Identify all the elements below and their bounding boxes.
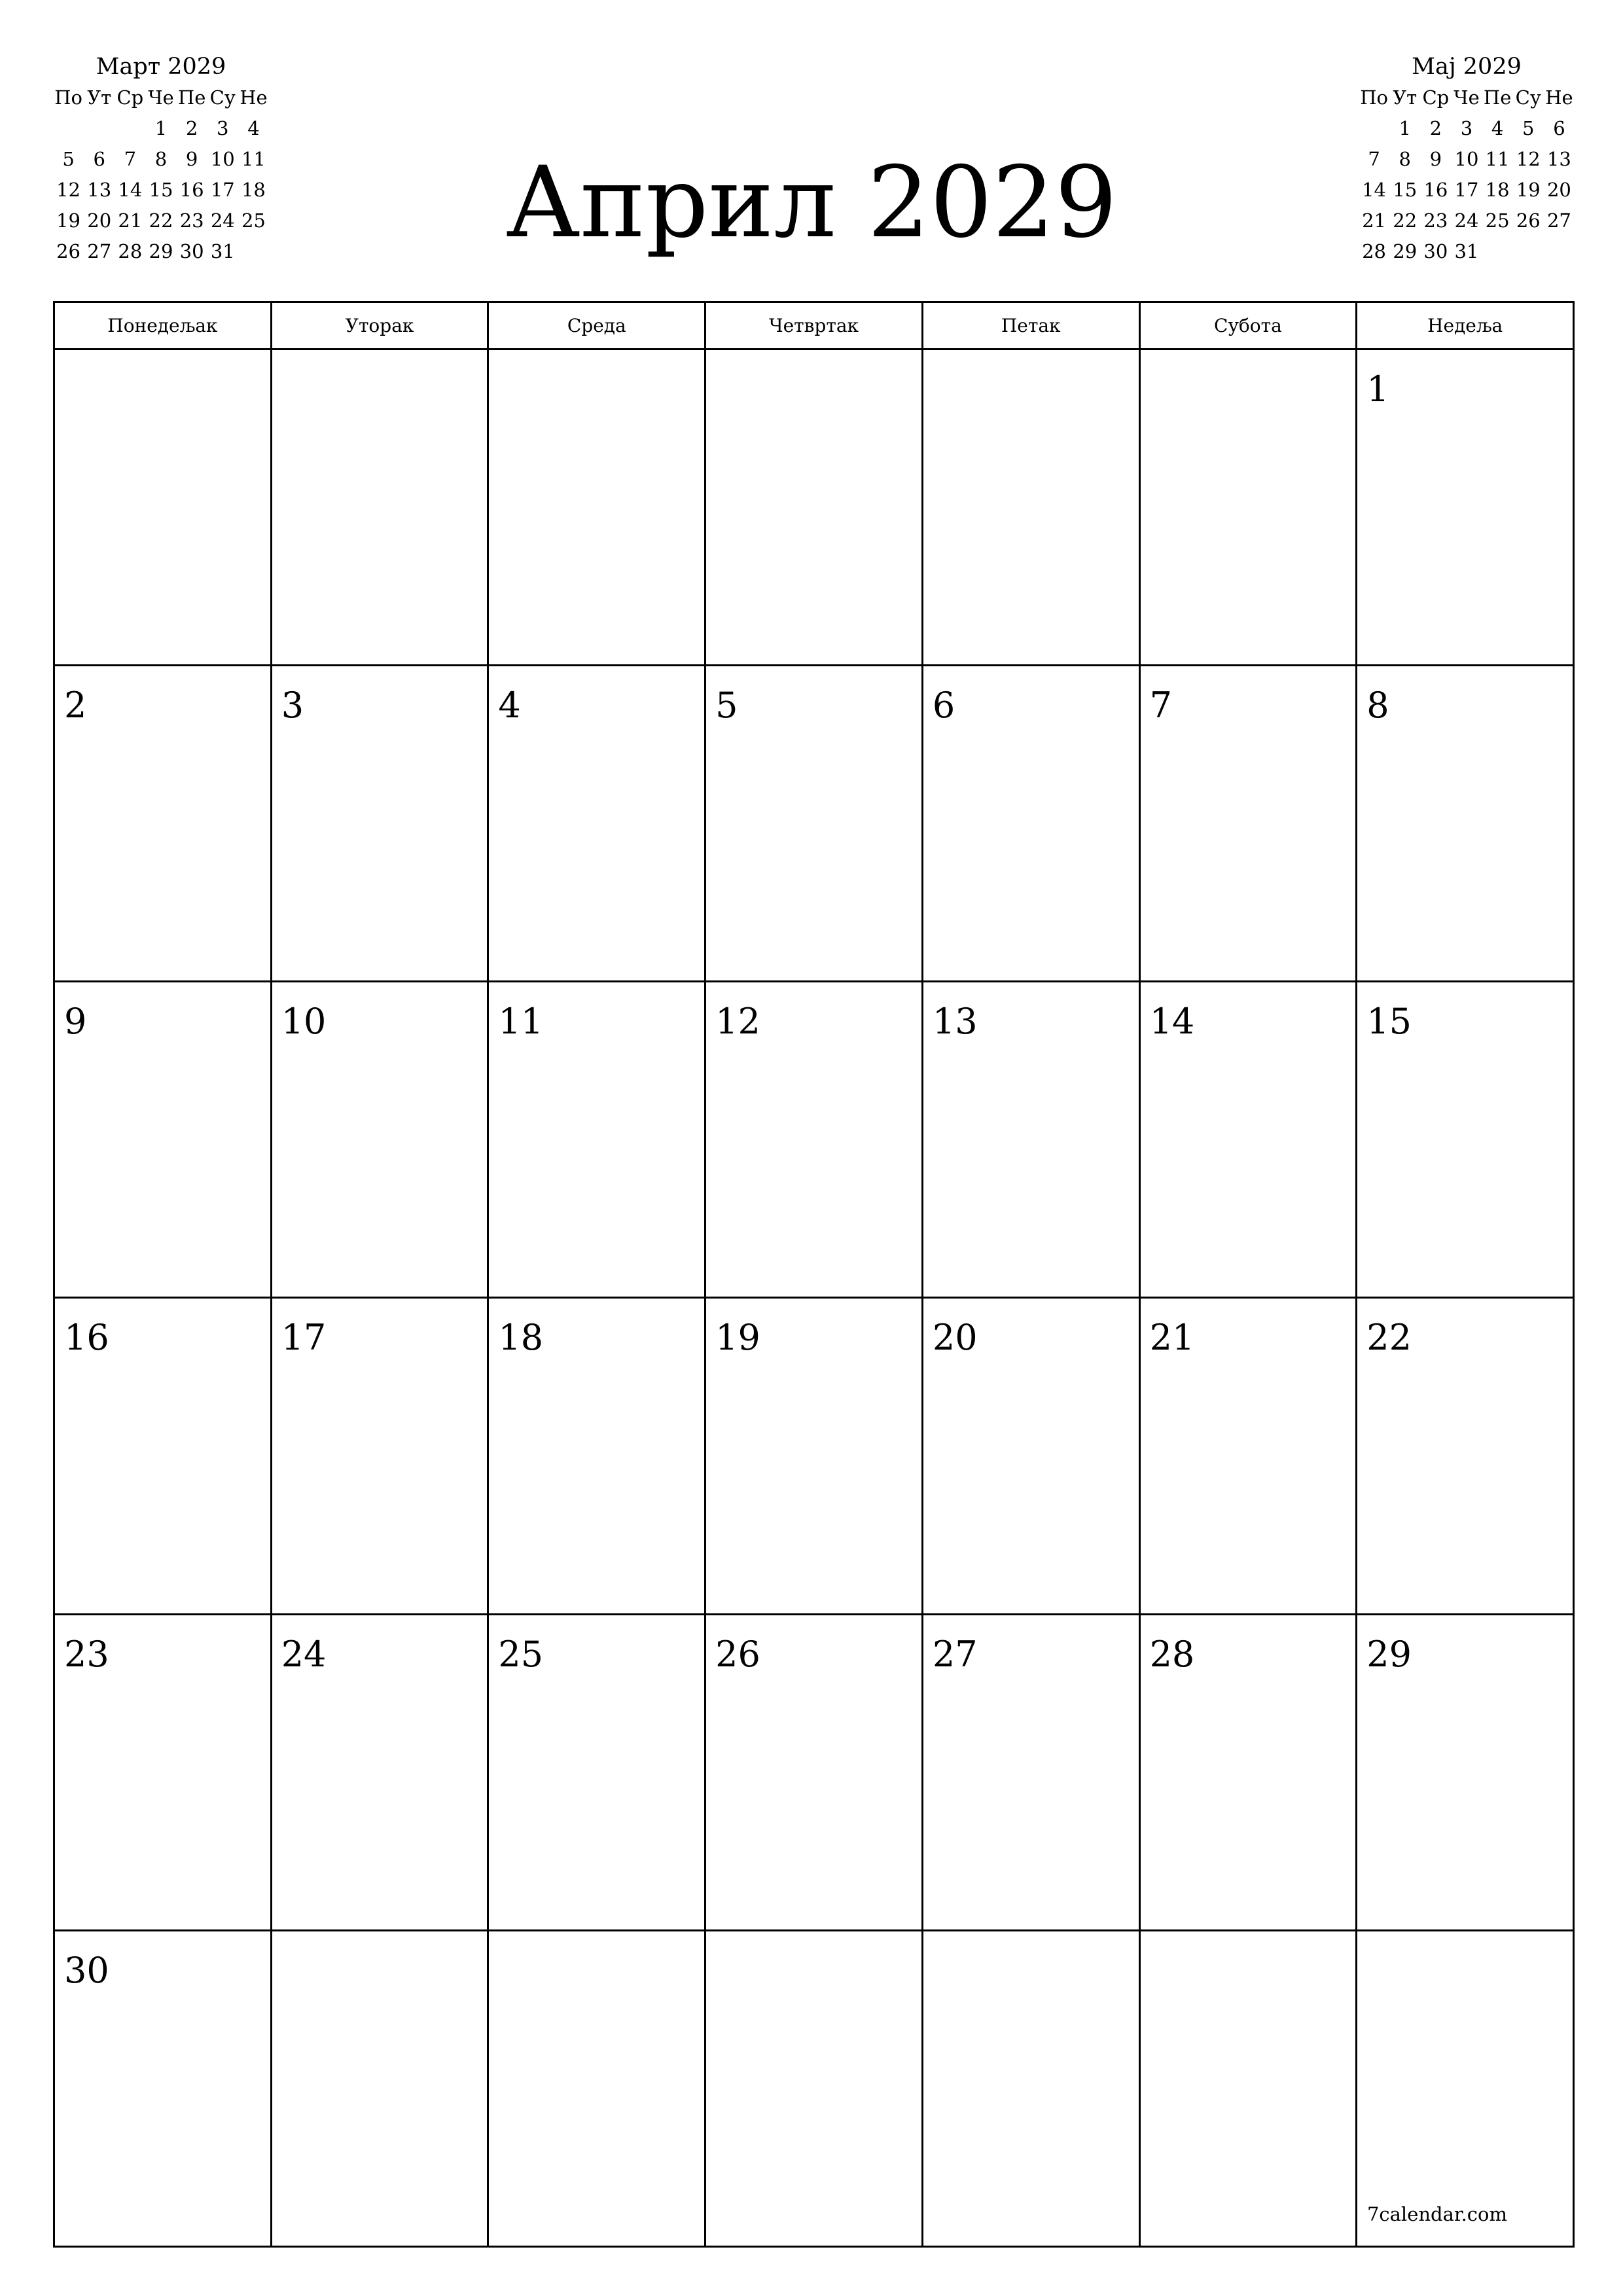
mini-day: 8 — [154, 148, 168, 170]
weekday-header: Петак — [923, 303, 1141, 350]
mini-day: 16 — [1423, 179, 1448, 201]
mini-day: 31 — [210, 240, 235, 262]
mini-day: 12 — [1516, 148, 1541, 170]
mini-weekday-label: Ут — [87, 86, 112, 109]
mini-day: 24 — [210, 209, 235, 232]
day-number: 20 — [932, 1317, 978, 1359]
mini-day: 11 — [241, 148, 266, 170]
weekday-header: Уторак — [272, 303, 490, 350]
day-cell — [272, 982, 490, 1299]
mini-weekday-label: Су — [1515, 86, 1541, 109]
day-cell — [923, 1299, 1141, 1615]
empty-day-cell — [923, 350, 1141, 666]
mini-day: 28 — [1362, 240, 1387, 262]
mini-day: 16 — [179, 179, 204, 201]
day-number: 19 — [715, 1317, 760, 1359]
mini-day: 26 — [1516, 209, 1541, 232]
mini-calendar-grid — [53, 82, 269, 267]
empty-day-cell — [272, 1931, 490, 2248]
mini-day: 13 — [1546, 148, 1571, 170]
mini-day: 29 — [149, 240, 173, 262]
empty-day-cell — [1357, 1931, 1575, 2248]
mini-day: 20 — [1546, 179, 1571, 201]
mini-day: 19 — [56, 209, 81, 232]
day-number: 8 — [1366, 685, 1389, 726]
mini-day: 30 — [1423, 240, 1448, 262]
site-credit: 7calendar.com — [1366, 2202, 1507, 2225]
day-cell — [923, 982, 1141, 1299]
day-number: 29 — [1366, 1633, 1412, 1675]
mini-day: 27 — [1546, 209, 1571, 232]
mini-day: 7 — [124, 148, 137, 170]
day-number: 4 — [498, 685, 521, 726]
day-number: 27 — [932, 1633, 978, 1675]
day-number: 16 — [64, 1317, 109, 1359]
day-cell — [706, 982, 923, 1299]
mini-day: 20 — [87, 209, 112, 232]
day-cell — [272, 666, 490, 982]
mini-day: 14 — [1362, 179, 1387, 201]
empty-day-cell — [1141, 1931, 1358, 2248]
day-cell — [272, 1615, 490, 1931]
mini-day: 29 — [1393, 240, 1418, 262]
empty-day-cell — [923, 1931, 1141, 2248]
mini-day: 22 — [1393, 209, 1418, 232]
day-cell — [1141, 666, 1358, 982]
mini-weekday-label: Ср — [1422, 86, 1450, 109]
mini-weekday-label: Не — [1545, 86, 1573, 109]
day-number: 23 — [64, 1633, 109, 1675]
mini-day: 24 — [1454, 209, 1479, 232]
mini-day: 3 — [1460, 117, 1473, 139]
mini-day: 10 — [1454, 148, 1479, 170]
empty-day-cell — [55, 350, 272, 666]
mini-day: 5 — [1522, 117, 1535, 139]
day-cell — [489, 666, 706, 982]
weekday-header: Понедељак — [55, 303, 272, 350]
mini-weekday-label: По — [54, 86, 82, 109]
day-number: 30 — [64, 1949, 109, 1991]
day-number: 28 — [1149, 1633, 1195, 1675]
mini-day: 25 — [241, 209, 266, 232]
day-number: 5 — [715, 685, 738, 726]
mini-day: 18 — [1485, 179, 1510, 201]
day-cell — [489, 982, 706, 1299]
weekday-header: Субота — [1141, 303, 1358, 350]
mini-day: 6 — [93, 148, 105, 170]
mini-day: 2 — [185, 117, 198, 139]
mini-empty-day — [115, 113, 145, 144]
day-number: 13 — [932, 1001, 978, 1043]
day-cell — [489, 1299, 706, 1615]
day-number: 15 — [1366, 1001, 1412, 1043]
month-grid — [53, 301, 1575, 2248]
day-number: 3 — [281, 685, 304, 726]
day-number: 14 — [1149, 1001, 1195, 1043]
mini-day: 22 — [149, 209, 173, 232]
mini-day: 4 — [247, 117, 260, 139]
empty-day-cell — [706, 1931, 923, 2248]
mini-day: 17 — [210, 179, 235, 201]
day-number: 21 — [1149, 1317, 1195, 1359]
day-cell — [55, 1615, 272, 1931]
mini-empty-day — [53, 113, 84, 144]
mini-day: 10 — [210, 148, 235, 170]
day-number: 11 — [498, 1001, 544, 1043]
mini-day: 28 — [118, 240, 143, 262]
day-number: 6 — [932, 685, 955, 726]
mini-weekday-label: Че — [148, 86, 174, 109]
mini-day: 1 — [1399, 117, 1411, 139]
mini-day: 9 — [1429, 148, 1442, 170]
mini-day: 26 — [56, 240, 81, 262]
day-number: 9 — [64, 1001, 87, 1043]
day-cell — [1141, 1299, 1358, 1615]
day-cell — [923, 1615, 1141, 1931]
mini-day: 15 — [1393, 179, 1418, 201]
day-number: 25 — [498, 1633, 544, 1675]
mini-day: 11 — [1485, 148, 1510, 170]
day-number: 7 — [1149, 685, 1172, 726]
mini-calendar-grid — [1359, 82, 1575, 267]
day-cell — [489, 1615, 706, 1931]
day-cell — [55, 666, 272, 982]
day-cell — [1141, 1615, 1358, 1931]
empty-day-cell — [706, 350, 923, 666]
mini-day: 1 — [154, 117, 168, 139]
day-cell — [1357, 982, 1575, 1299]
mini-day: 14 — [118, 179, 143, 201]
mini-weekday-label: По — [1360, 86, 1388, 109]
day-cell — [1357, 1299, 1575, 1615]
day-cell — [1141, 982, 1358, 1299]
mini-day: 17 — [1454, 179, 1479, 201]
weekday-header: Среда — [489, 303, 706, 350]
mini-day: 2 — [1429, 117, 1442, 139]
mini-weekday-label: Не — [240, 86, 268, 109]
mini-day: 3 — [217, 117, 229, 139]
day-cell — [706, 666, 923, 982]
mini-day: 7 — [1368, 148, 1380, 170]
empty-day-cell — [489, 1931, 706, 2248]
day-cell — [55, 1299, 272, 1615]
mini-day: 25 — [1485, 209, 1510, 232]
day-number: 18 — [498, 1317, 544, 1359]
mini-day: 19 — [1516, 179, 1541, 201]
mini-day: 18 — [241, 179, 266, 201]
day-number: 26 — [715, 1633, 760, 1675]
day-cell — [1357, 350, 1575, 666]
day-cell — [706, 1299, 923, 1615]
day-cell — [55, 1931, 272, 2248]
day-cell — [1357, 666, 1575, 982]
mini-day: 21 — [118, 209, 143, 232]
mini-day: 27 — [87, 240, 112, 262]
mini-weekday-label: Ср — [116, 86, 144, 109]
page-title: Април 2029 — [505, 146, 1118, 260]
day-number: 12 — [715, 1001, 760, 1043]
day-cell — [272, 1299, 490, 1615]
empty-day-cell — [272, 350, 490, 666]
mini-day: 15 — [149, 179, 173, 201]
day-number: 10 — [281, 1001, 327, 1043]
mini-day: 4 — [1491, 117, 1504, 139]
mini-day: 21 — [1362, 209, 1387, 232]
mini-calendar-next-month — [1359, 51, 1575, 267]
mini-day: 31 — [1454, 240, 1479, 262]
day-number: 2 — [64, 685, 87, 726]
mini-empty-day — [84, 113, 115, 144]
mini-weekday-label: Ут — [1393, 86, 1418, 109]
mini-day: 12 — [56, 179, 81, 201]
mini-calendar-title: Мај 2029 — [1412, 54, 1522, 80]
mini-day: 13 — [87, 179, 112, 201]
mini-day: 23 — [1423, 209, 1448, 232]
weekday-header: Недеља — [1357, 303, 1575, 350]
mini-day: 8 — [1399, 148, 1411, 170]
weekday-header: Четвртак — [706, 303, 923, 350]
empty-day-cell — [489, 350, 706, 666]
empty-day-cell — [1141, 350, 1358, 666]
day-number: 17 — [281, 1317, 327, 1359]
mini-day: 9 — [185, 148, 198, 170]
mini-weekday-label: Че — [1454, 86, 1480, 109]
mini-weekday-label: Пе — [177, 86, 206, 109]
day-number: 1 — [1366, 368, 1389, 410]
mini-weekday-label: Пе — [1483, 86, 1512, 109]
day-number: 22 — [1366, 1317, 1412, 1359]
mini-day: 5 — [62, 148, 75, 170]
mini-calendar-title: Март 2029 — [96, 54, 226, 80]
mini-calendar-previous-month — [53, 51, 269, 267]
day-number: 24 — [281, 1633, 327, 1675]
day-cell — [923, 666, 1141, 982]
day-cell — [55, 982, 272, 1299]
day-cell — [1357, 1615, 1575, 1931]
mini-day: 23 — [179, 209, 204, 232]
mini-empty-day — [1359, 113, 1389, 144]
mini-day: 30 — [179, 240, 204, 262]
mini-weekday-label: Су — [209, 86, 236, 109]
day-cell — [706, 1615, 923, 1931]
mini-day: 6 — [1553, 117, 1565, 139]
